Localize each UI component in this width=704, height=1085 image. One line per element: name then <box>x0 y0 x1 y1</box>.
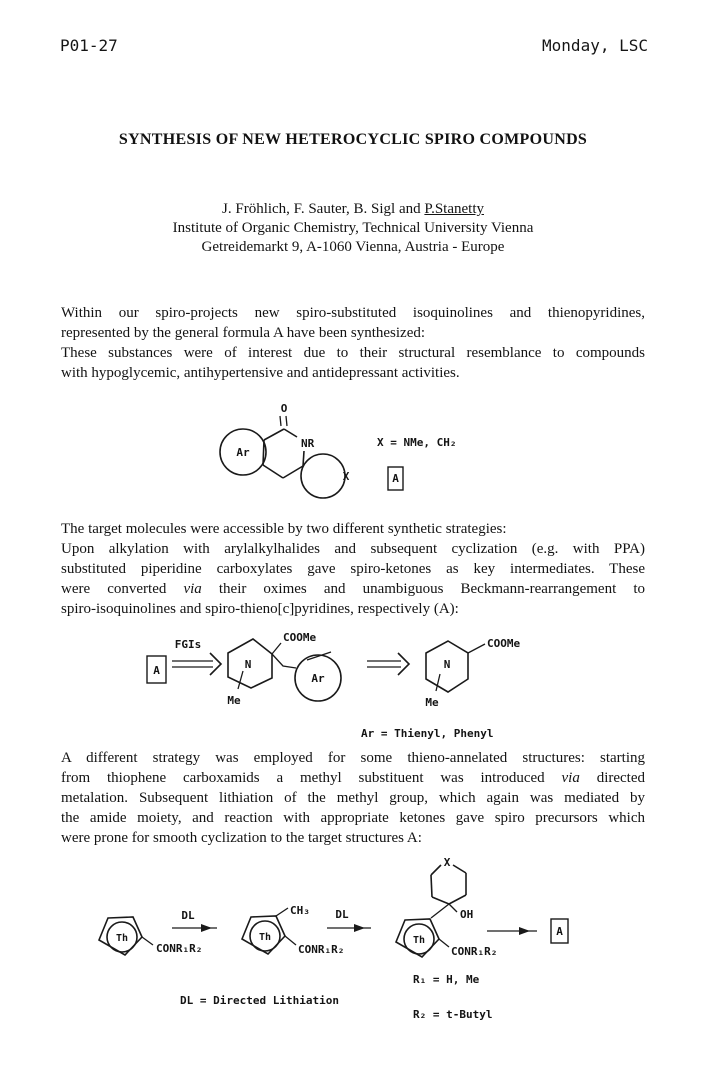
reaction-arrow-1 <box>172 924 217 932</box>
formula-a-label: A <box>153 664 160 677</box>
carbonyl-double-bond <box>280 416 287 426</box>
dl-definition-note: DL = Directed Lithiation <box>180 994 339 1007</box>
paragraph-intro: Within our spiro-projects new spiro-substituted isoquinolines and thienopyridines, represented by the general formula A have been synthesized: These substances were of interest due to their structural resemblance to compounds with hypoglycemic, antihypertensive and antidepressant activities. <box>61 305 645 381</box>
th-label-2: Th <box>258 932 272 943</box>
cyclohexane-ring-bonds <box>431 865 466 904</box>
carbonyl-oxygen-label: O <box>280 402 288 415</box>
dl-label-1: DL <box>181 909 195 922</box>
scheme-directed-lithiation <box>60 855 640 1030</box>
th-label-1: Th <box>115 933 129 944</box>
ar-label: Ar <box>311 672 325 685</box>
reaction-arrow-2 <box>327 924 371 932</box>
page-title: SYNTHESIS OF NEW HETEROCYCLIC SPIRO COMPOUNDS <box>118 131 588 148</box>
formula-a-label: A <box>556 925 563 938</box>
nitrogen-label-left: N <box>244 658 252 671</box>
dl-label-2: DL <box>335 908 349 921</box>
piperidinone-ring-bonds <box>263 429 304 478</box>
methyl-label: CH₃ <box>290 904 310 917</box>
coome-label-left: COOMe <box>283 631 317 644</box>
r1-definition-note: R₁ = H, Me <box>413 973 480 986</box>
x-definition-note: X = NMe, CH₂ <box>377 436 457 449</box>
amide-bond-2 <box>285 936 296 945</box>
author-names: J. Fröhlich, F. Sauter, B. Sigl and P.Stanetty <box>222 201 484 217</box>
page-header <box>60 36 648 55</box>
reaction-arrow-3 <box>487 927 537 935</box>
ar-definition-note: Ar = Thienyl, Phenyl <box>361 727 494 740</box>
retro-arrow-2 <box>367 653 409 675</box>
methyl-label-left: Me <box>227 694 241 707</box>
th-label-3: Th <box>412 935 426 946</box>
author-address: Getreidemarkt 9, A-1060 Vienna, Austria - Europe <box>201 239 505 255</box>
scheme-retrosynthesis <box>100 625 560 750</box>
amide-bond-3 <box>439 939 449 947</box>
methyl-label-right: Me <box>425 696 439 709</box>
nitrogen-label-right: N <box>443 658 451 671</box>
nr-label: NR <box>301 437 315 450</box>
paragraph-strategy-1: The target molecules were accessible by two different synthetic strategies: Upon alkylation with arylalkylhalides and subsequent cyclization (e.g. with PPA) substituted piperidine carboxylates gave spiro-ketones as key intermediates. These were converted via their oximes and unambiguous Beckmann-rearrangement to spiro-isoquinolines and spiro-thieno[c]pyridines, respectively (A): <box>61 521 645 617</box>
x-atom-label: X <box>342 470 350 483</box>
formula-a-label: A <box>392 472 399 485</box>
scheme-general-formula-a <box>195 395 495 520</box>
amide-label-3: CONR₁R₂ <box>451 945 498 958</box>
ch2-bond <box>431 904 449 918</box>
amide-label-1: CONR₁R₂ <box>156 942 203 955</box>
header-poster-code: P01-27 <box>60 36 118 55</box>
methyl-bond <box>276 908 288 916</box>
fgis-label: FGIs <box>174 638 202 651</box>
paragraph-strategy-2: A different strategy was employed for some thieno-annelated structures: starting from thiophene carboxamids a methyl substituent was introduced via directed metalation. Subsequent lithiation of the methyl group, which again was mediated by the amide moiety, and reaction with appropriate ketones gave spiro precursors which were prone for smooth cyclization to the target structures A: <box>61 750 645 846</box>
amide-bond-1 <box>142 937 153 945</box>
coome-label-right: COOMe <box>487 637 521 650</box>
author-affiliation: Institute of Organic Chemistry, Technical University Vienna <box>172 220 534 236</box>
x-atom-label: X <box>443 856 451 869</box>
oh-bond <box>449 904 457 912</box>
authors-block <box>61 200 645 257</box>
oh-label: OH <box>460 908 474 921</box>
spiro-ring-circle <box>301 454 345 498</box>
ar-label: Ar <box>236 446 250 459</box>
retro-arrow-1 <box>172 653 221 675</box>
amide-label-2: CONR₁R₂ <box>298 943 345 956</box>
header-session-label: Monday, LSC <box>542 36 648 55</box>
r2-definition-note: R₂ = t-Butyl <box>413 1008 493 1021</box>
